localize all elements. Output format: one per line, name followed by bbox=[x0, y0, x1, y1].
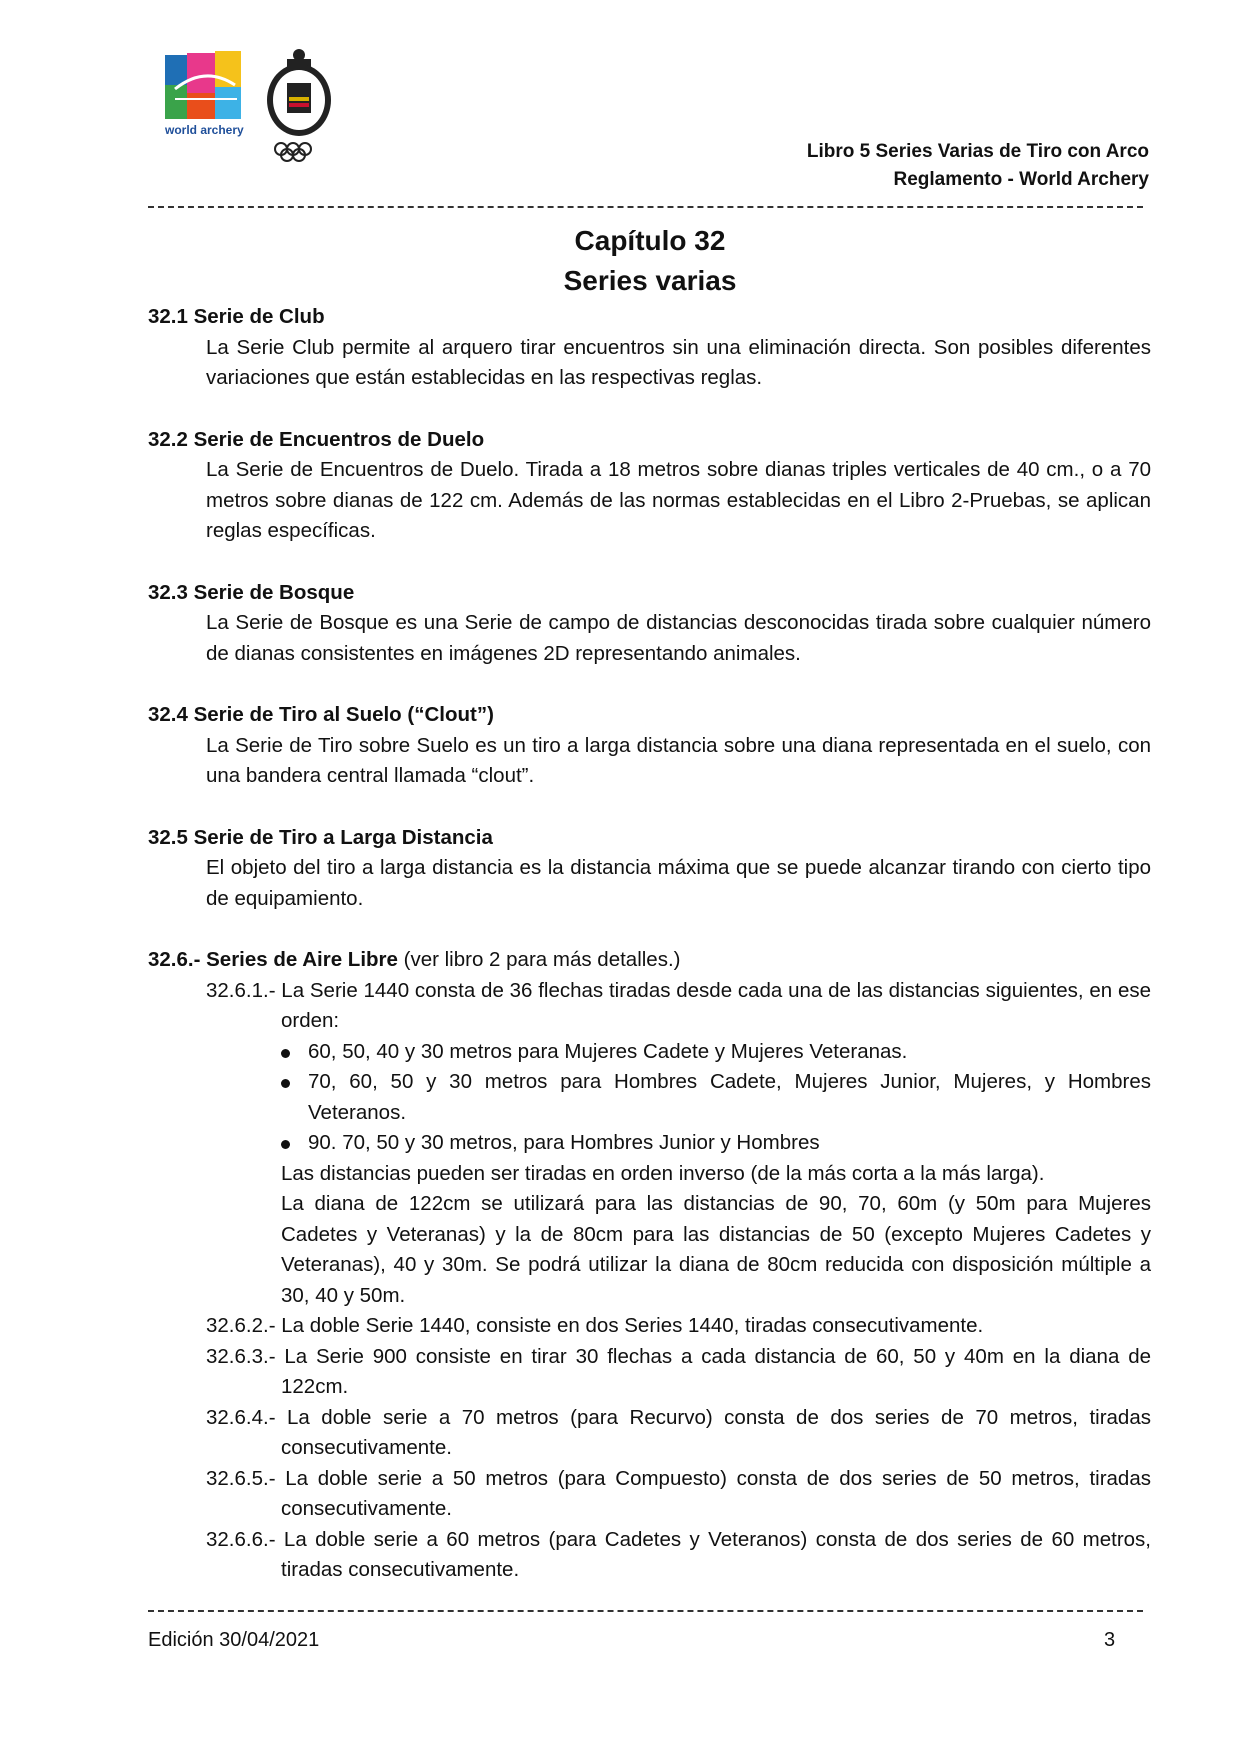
chapter-subtitle: Series varias bbox=[563, 265, 737, 296]
footer-divider bbox=[148, 1610, 1143, 1612]
subsection-text: La diana de 122cm se utilizará para las distancias de 90, 70, 60m (y 50m para Mujeres Cadetes y Veteranas) y la de 80cm para las distancias de 50 (excepto Mujeres Cadetes y Veteranas), 40 y 30m. Se podrá utilizar la diana de 80cm reducida con disposición múltiple a 30, 40 y 50m. bbox=[281, 1192, 1151, 1307]
bullet-icon bbox=[281, 1140, 290, 1149]
list-item-text: 70, 60, 50 y 30 metros para Hombres Cadete, Mujeres Junior, Mujeres, y Hombres Veteranos. bbox=[308, 1070, 1151, 1124]
distance-list bbox=[148, 1037, 1151, 1159]
section-title: 32.2 Serie de Encuentros de Duelo bbox=[148, 427, 485, 451]
section-body: La Serie de Encuentros de Duelo. Tirada a 18 metros sobre dianas triples verticales de 40 cm., o a 70 metros sobre dianas de 122 cm. Además de las normas establecidas en el Libro 2-Pruebas, se aplican reglas específicas. bbox=[206, 458, 1151, 542]
section-title: 32.6.- Series de Aire Libre bbox=[148, 948, 398, 971]
section-title: 32.5 Serie de Tiro a Larga Distancia bbox=[148, 825, 493, 849]
subsection-item: 32.6.5.- La doble serie a 50 metros (para Compuesto) consta de dos series de 50 metros, tiradas consecutivamente. bbox=[206, 1466, 1151, 1520]
subsection-item: 32.6.2.- La doble Serie 1440, consiste en dos Series 1440, tiradas consecutivamente. bbox=[206, 1314, 984, 1337]
header-line-1: Libro 5 Series Varias de Tiro con Arco bbox=[806, 141, 1149, 162]
subsection-item: 32.6.4.- La doble serie a 70 metros (para Recurvo) consta de dos series de 70 metros, tiradas consecutivamente. bbox=[206, 1405, 1151, 1459]
list-item bbox=[308, 1067, 1151, 1128]
header-divider bbox=[148, 206, 1143, 208]
section-body: La Serie de Bosque es una Serie de campo de distancias desconocidas tirada sobre cualquier número de dianas consistentes en imágenes 2D representando animales. bbox=[206, 611, 1151, 665]
list-item bbox=[308, 1037, 1151, 1068]
subsection-item: 32.6.1.- La Serie 1440 consta de 36 flechas tiradas desde cada una de las distancias siguientes, en ese orden: bbox=[206, 978, 1151, 1032]
subsection-item: 32.6.3.- La Serie 900 consiste en tirar 30 flechas a cada distancia de 60, 50 y 40m en la diana de 122cm. bbox=[206, 1344, 1151, 1398]
section-body: El objeto del tiro a larga distancia es la distancia máxima que se puede alcanzar tirando con cierto tipo de equipamiento. bbox=[206, 856, 1151, 910]
subsection-text: Las distancias pueden ser tiradas en orden inverso (de la más corta a la más larga). bbox=[281, 1161, 1045, 1185]
list-item-text: 60, 50, 40 y 30 metros para Mujeres Cadete y Mujeres Veteranas. bbox=[308, 1039, 908, 1063]
world-archery-logo-text: world archery bbox=[165, 123, 244, 137]
list-item bbox=[308, 1128, 1151, 1159]
footer-edition: Edición 30/04/2021 bbox=[148, 1629, 320, 1651]
section-note: (ver libro 2 para más detalles.) bbox=[397, 948, 681, 971]
section-title: 32.1 Serie de Club bbox=[148, 305, 325, 328]
section-title: 32.3 Serie de Bosque bbox=[148, 580, 355, 604]
header-line-2: Reglamento - World Archery bbox=[893, 169, 1149, 190]
section-body: La Serie de Tiro sobre Suelo es un tiro a larga distancia sobre una diana representada en el suelo, con una bandera central llamada “clout”. bbox=[206, 733, 1151, 787]
section-6-heading bbox=[148, 945, 1151, 976]
header-logos bbox=[165, 45, 355, 165]
section-body: La Serie Club permite al arquero tirar encuentros sin una eliminación directa. Son posibles diferentes variaciones que están establecidas en las respectivas reglas. bbox=[206, 335, 1151, 389]
section-title: 32.4 Serie de Tiro al Suelo (“Clout”) bbox=[148, 703, 494, 726]
bullet-icon bbox=[281, 1079, 290, 1088]
main-content bbox=[148, 302, 1151, 1586]
bullet-icon bbox=[281, 1049, 290, 1058]
list-item-text: 90. 70, 50 y 30 metros, para Hombres Junior y Hombres bbox=[308, 1131, 820, 1154]
chapter-title: Capítulo 32 bbox=[574, 225, 726, 256]
subsection-item: 32.6.6.- La doble serie a 60 metros (para Cadetes y Veteranos) consta de dos series de 60 metros, tiradas consecutivamente. bbox=[206, 1527, 1151, 1581]
federation-crest-logo bbox=[261, 45, 341, 165]
page-header bbox=[807, 138, 1149, 194]
page-number: 3 bbox=[1104, 1629, 1116, 1651]
